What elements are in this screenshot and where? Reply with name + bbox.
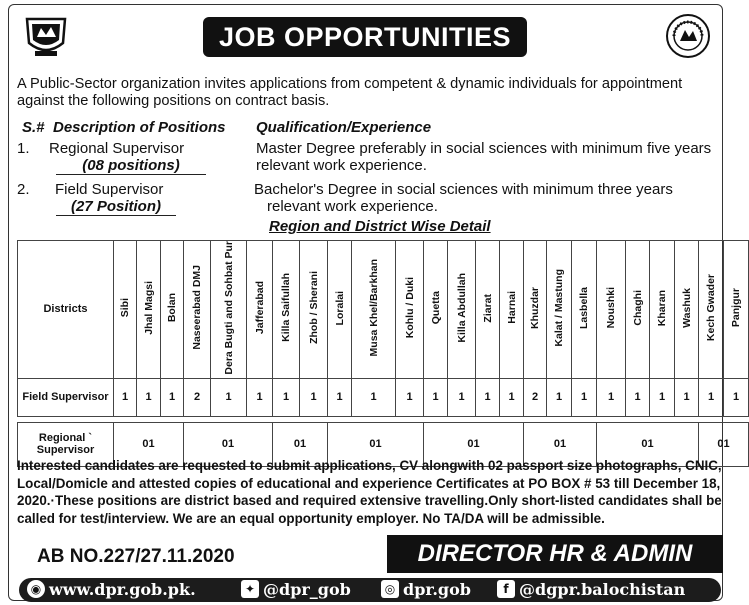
district-header [476, 241, 500, 379]
field-supervisor-count: 1 [476, 378, 500, 416]
district-name: Sibi [119, 298, 131, 318]
field-supervisor-count: 1 [448, 378, 476, 416]
district-header [247, 241, 273, 379]
regional-supervisor-count: 01 [184, 422, 273, 466]
field-supervisor-count: 1 [247, 378, 273, 416]
position-2-title: Field Supervisor [55, 181, 164, 198]
regional-supervisor-count: 01 [597, 422, 699, 466]
district-name: Panjgur [730, 288, 742, 328]
field-supervisor-count: 1 [597, 378, 626, 416]
col-description-header: Description of Positions [53, 119, 226, 136]
facebook-link[interactable] [497, 578, 685, 602]
district-header [572, 241, 597, 379]
facebook-icon: f [497, 580, 515, 598]
district-header [161, 241, 184, 379]
field-supervisor-count: 1 [114, 378, 137, 416]
instagram-link[interactable] [381, 578, 471, 602]
district-name: Khuzdar [529, 286, 541, 329]
district-header [675, 241, 699, 379]
director-hr-admin: DIRECTOR HR & ADMIN [387, 535, 723, 573]
district-header [724, 241, 749, 379]
position-2-qualification: Bachelor's Degree in social sciences with minimum three years [254, 181, 673, 198]
district-name: Killa Saifullah [280, 273, 292, 343]
page-title: JOB OPPORTUNITIES [203, 17, 527, 57]
field-supervisor-count: 1 [724, 378, 749, 416]
application-instructions: Interested candidates are requested to submit applications, CV alongwith 02 passport size photographs, CNIC, Local/Domicle and attested copies of educational and experience Certificates at PO BOX # 53 till December 18, 2020.·These positions are district based and required extensive travelling.Only short-listed candidates shall be called for test/interview. We are an equal opportunity employer. No TA/DA will be admissible. [17, 458, 722, 526]
twitter-icon: ✦ [241, 580, 259, 598]
district-name: Lasbella [578, 286, 590, 329]
district-header [114, 241, 137, 379]
district-name: Musa Khel/Barkhan [367, 259, 380, 357]
district-header [137, 241, 161, 379]
district-name: Kohlu / Duki [403, 277, 416, 339]
field-supervisor-count: 1 [137, 378, 161, 416]
field-supervisor-count: 1 [626, 378, 650, 416]
col-serial-header: S.# [22, 119, 45, 136]
district-name: Naseerabad DMJ [191, 265, 203, 351]
government-emblem-logo [23, 13, 69, 59]
field-supervisor-count: 1 [211, 378, 247, 416]
district-header [597, 241, 626, 379]
district-header [328, 241, 352, 379]
position-2-count: (27 Position) [56, 198, 176, 216]
regional-supervisor-count: 01 [524, 422, 597, 466]
districts-label: Districts [18, 241, 114, 379]
advert-number: AB NO.227/27.11.2020 [37, 546, 235, 567]
regional-supervisor-count: 01 [273, 422, 328, 466]
district-name: Chaghi [631, 290, 644, 326]
field-supervisor-count: 1 [650, 378, 675, 416]
field-supervisor-count: 1 [396, 378, 424, 416]
district-name: Dera Bugti and Sohbat Pur [222, 241, 235, 375]
job-advertisement [8, 4, 742, 601]
district-name: Ziarat [481, 293, 494, 323]
district-table [17, 240, 749, 467]
district-header [524, 241, 547, 379]
district-name: Jafferabad [253, 281, 266, 335]
district-name: Bolan [166, 293, 178, 323]
district-header [184, 241, 211, 379]
district-name: Harnai [505, 291, 518, 325]
district-header [699, 241, 724, 379]
field-supervisor-count: 2 [184, 378, 211, 416]
district-header [352, 241, 396, 379]
district-name: Loralai [333, 290, 346, 326]
intro-paragraph: A Public-Sector organization invites applications from competent & dynamic individuals for appointment against the following positions on contract basis. [17, 76, 683, 109]
district-header [547, 241, 572, 379]
district-header [500, 241, 524, 379]
website-link[interactable] [27, 578, 196, 602]
position-1-experience: relevant work experience. [256, 157, 427, 174]
facebook-handle: @dgpr.balochistan [519, 580, 686, 599]
field-supervisor-count: 1 [273, 378, 300, 416]
field-supervisor-count: 1 [352, 378, 396, 416]
district-header [650, 241, 675, 379]
regional-supervisor-count: 01 [424, 422, 524, 466]
field-supervisor-count: 1 [500, 378, 524, 416]
field-supervisor-count: 1 [675, 378, 699, 416]
position-2-experience: relevant work experience. [267, 198, 438, 215]
district-header [300, 241, 328, 379]
position-1-qualification: Master Degree preferably in social sciences with minimum five years [256, 140, 712, 157]
position-1-number: 1. [17, 140, 30, 157]
field-supervisor-count: 1 [547, 378, 572, 416]
position-2-number: 2. [17, 181, 30, 198]
district-header [448, 241, 476, 379]
district-name: Kech Gwader [705, 274, 717, 342]
district-name: Quetta [429, 291, 442, 325]
district-header [424, 241, 448, 379]
district-name: Killa Abdullah [455, 272, 468, 343]
district-header [396, 241, 424, 379]
twitter-link[interactable] [241, 578, 351, 602]
regional-supervisor-count: 01 [114, 422, 184, 466]
field-supervisor-count: 1 [161, 378, 184, 416]
col-qualification-header: Qualification/Experience [256, 119, 432, 136]
position-1-count: (08 positions) [56, 157, 206, 175]
district-header [273, 241, 300, 379]
instagram-icon: ◎ [381, 580, 399, 598]
field-supervisor-count: 2 [524, 378, 547, 416]
district-header [626, 241, 650, 379]
twitter-handle: @dpr_gob [263, 580, 351, 599]
regional-supervisor-label: Regional ` Supervisor [18, 422, 114, 466]
contact-footer [19, 578, 721, 602]
field-supervisor-count: 1 [572, 378, 597, 416]
district-name: Kharan [656, 289, 668, 326]
district-header [211, 241, 247, 379]
district-name: Jhal Magsi [142, 280, 155, 335]
regional-supervisor-count: 01 [699, 422, 749, 466]
position-1-title: Regional Supervisor [49, 140, 185, 157]
district-name: Zhob / Sherani [307, 271, 320, 345]
district-name: Noushki [605, 287, 617, 329]
field-supervisor-count: 1 [424, 378, 448, 416]
district-name: Washuk [680, 287, 693, 328]
instagram-handle: dpr.gob [403, 580, 471, 599]
field-supervisor-count: 1 [300, 378, 328, 416]
region-detail-title: Region and District Wise Detail [269, 218, 491, 235]
globe-icon: ◉ [27, 580, 45, 598]
field-supervisor-count: 1 [699, 378, 724, 416]
regional-supervisor-count: 01 [328, 422, 424, 466]
district-name: Kalat / Mastung [553, 269, 565, 347]
organization-seal-logo [665, 13, 711, 59]
website-text: www.dpr.gob.pk. [49, 580, 196, 599]
field-supervisor-label: Field Supervisor [18, 378, 114, 416]
field-supervisor-count: 1 [328, 378, 352, 416]
